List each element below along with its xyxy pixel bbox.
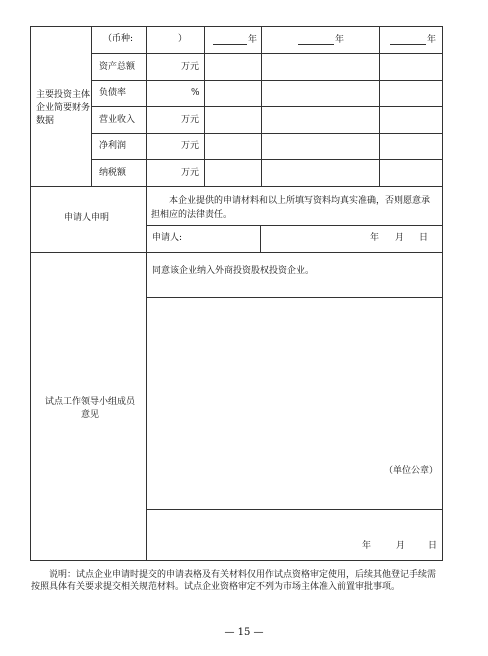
applicant-date-year[interactable]: 年 — [370, 233, 380, 243]
row-unit-tax-paid: 万元 — [181, 168, 200, 178]
review-seal-label: （单位公章） — [384, 466, 439, 476]
year-field-1[interactable] — [213, 35, 257, 45]
currency-label: （币种: — [103, 34, 134, 44]
row-unit-revenue: 万元 — [181, 115, 200, 125]
applicant-signature-line — [146, 225, 443, 226]
table-border-bottom — [30, 560, 443, 561]
row-label-revenue: 营业收入 — [99, 115, 136, 125]
review-approval-line — [146, 297, 443, 298]
year-label: 年 — [427, 35, 437, 45]
year-blank[interactable] — [298, 35, 334, 45]
row-label-total-assets: 资产总额 — [99, 62, 136, 72]
currency-close: ） — [178, 34, 188, 44]
year-label: 年 — [248, 35, 258, 45]
applicant-signature-label: 申请人: — [152, 233, 183, 243]
page-number: — 15 — — [224, 627, 264, 638]
year-label: 年 — [335, 35, 345, 45]
form-note: 说明：试点企业申请时提交的申请表格及有关材料仅用作试点资格审定使用，后续其他登记手续需按照具体有关要求提交相关规范材料。试点企业资格审定不列为市场主体准入前置审批事项。 — [31, 570, 437, 592]
row-unit-debt-ratio: % — [191, 88, 200, 98]
review-approval-text: 同意该企业纳入外商投资股权投资企业。 — [152, 266, 315, 276]
row-label-tax-paid: 纳税额 — [99, 168, 127, 178]
review-date-day[interactable]: 日 — [428, 541, 438, 551]
year-field-2[interactable] — [298, 35, 344, 45]
finance-row-line — [91, 53, 443, 54]
applicant-date-day[interactable]: 日 — [419, 233, 429, 243]
table-border-left — [30, 26, 31, 561]
year-blank[interactable] — [213, 35, 247, 45]
finance-section-label: 主要投资主体企业简要财务数据 — [36, 90, 91, 126]
review-seal-line — [146, 509, 443, 510]
applicant-date-month[interactable]: 月 — [395, 233, 405, 243]
year-field-3[interactable] — [390, 35, 436, 45]
applicant-section-label: 申请人申明 — [64, 213, 110, 223]
review-date-year[interactable]: 年 — [362, 541, 372, 551]
section-divider-finance — [30, 186, 443, 187]
finance-row-line — [91, 80, 443, 81]
year-blank[interactable] — [390, 35, 426, 45]
declaration-text: 本企业提供的申请材料和以上所填写资料均真实准确，否则愿意承担相应的法律责任。 — [151, 196, 431, 220]
row-unit-total-assets: 万元 — [181, 62, 200, 72]
finance-row-line — [91, 133, 443, 134]
finance-row-line — [91, 106, 443, 107]
row-unit-net-profit: 万元 — [181, 141, 200, 151]
review-date-month[interactable]: 月 — [396, 541, 406, 551]
applicant-signature-divider — [260, 225, 261, 253]
review-section-label: 试点工作领导小组成员意见 — [44, 397, 135, 420]
section-divider-applicant — [30, 252, 443, 253]
row-label-debt-ratio: 负债率 — [99, 88, 127, 98]
finance-row-line — [91, 159, 443, 160]
row-label-net-profit: 净利润 — [99, 141, 127, 151]
